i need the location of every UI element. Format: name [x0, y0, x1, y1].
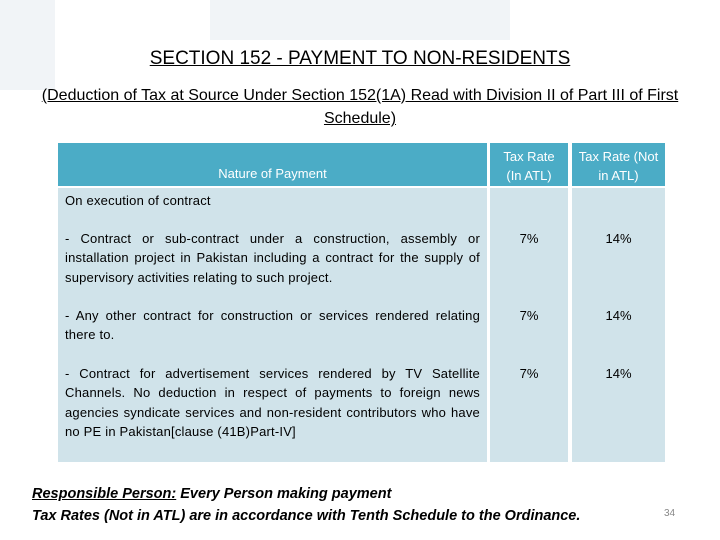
row-nature: - Contract for advertisement services rendered by TV Satellite Channels. No deduction in respect of payments to foreign news agencies syndicate services and non-resident contributors who have no PE in Pakistan[clause (41B)Part-IV] — [65, 366, 480, 439]
column-atl — [490, 188, 568, 462]
footer-note: Tax Rates (Not in ATL) are in accordance with Tenth Schedule to the Ordinance. — [32, 508, 581, 524]
row-rate-not-atl: 14% — [605, 231, 632, 246]
page-subtitle: (Deduction of Tax at Source Under Section 152(1A) Read with Division II of Part III of First Schedule) — [41, 87, 679, 127]
header-atl: Tax Rate (In ATL) — [490, 143, 568, 186]
page-number: 34 — [664, 508, 676, 519]
responsible-person: Responsible Person: Every Person making payment — [32, 486, 392, 502]
column-not-atl — [572, 188, 665, 462]
row-rate-not-atl: 14% — [605, 308, 632, 323]
row-rate-atl: 7% — [519, 366, 539, 381]
row-nature: - Contract or sub-contract under a construction, assembly or installation project in Pakistan including a contract for the supply of supervisory activities relating to such project. — [65, 231, 480, 285]
row-rate-atl: 7% — [519, 308, 539, 323]
row-rate-not-atl: 14% — [605, 366, 632, 381]
row-nature: - Any other contract for construction or services rendered relating there to. — [65, 308, 480, 343]
row-rate-atl: 7% — [519, 231, 539, 246]
watermark — [0, 0, 55, 90]
section-label: On execution of contract — [65, 193, 211, 208]
header-not-atl: Tax Rate (Not in ATL) — [572, 143, 665, 186]
watermark — [210, 0, 510, 40]
page-title: SECTION 152 - PAYMENT TO NON-RESIDENTS — [149, 48, 571, 69]
header-nature: Nature of Payment — [58, 143, 487, 186]
